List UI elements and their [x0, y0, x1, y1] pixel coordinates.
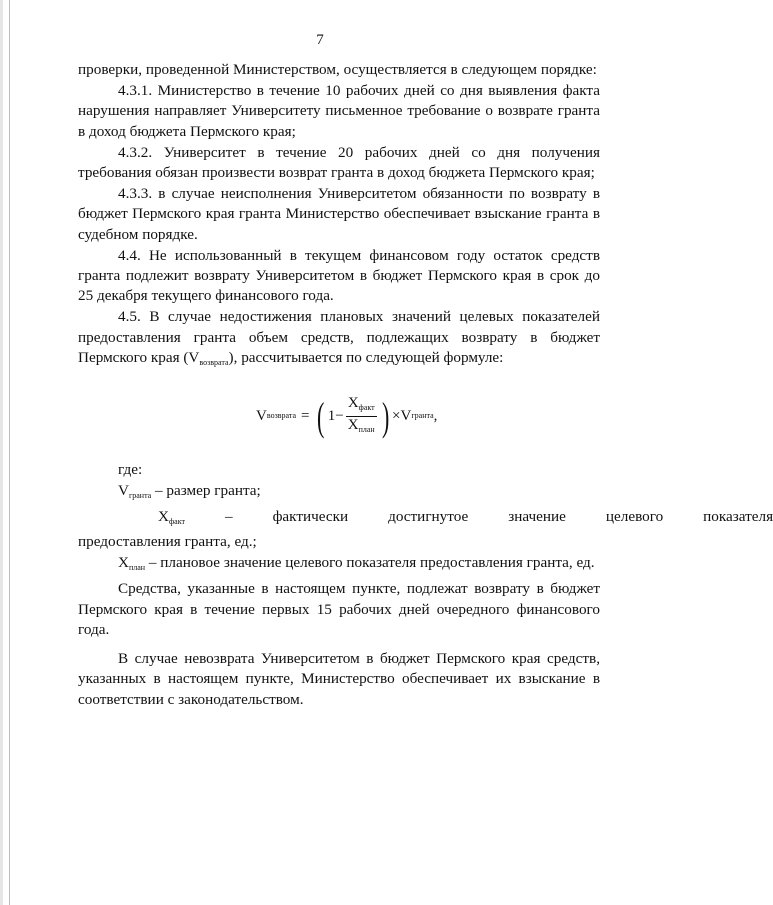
definition-v-granta	[78, 481, 600, 506]
def2-symbol: X	[158, 507, 169, 525]
paragraph-4-3-3: 4.3.3. в случае неисполнения Университетом обязанности по возврату в бюджет Пермского края гранта Министерство обеспечивает взыскание гранта в судебном порядке.	[78, 184, 600, 243]
def1-text: – размер гранта;	[151, 482, 261, 499]
formula-one-minus: 1−	[327, 408, 344, 425]
paragraph-continuation: проверки, проведенной Министерством, осуществляется в следующем порядке:	[78, 61, 597, 78]
def2-word: достигнутое	[388, 507, 469, 525]
formula-x-num-sub: факт	[358, 403, 375, 413]
definition-x-plan	[78, 553, 600, 578]
refund-formula	[256, 393, 438, 439]
where-label: где:	[118, 461, 143, 479]
formula-v2-sub: гранта	[411, 411, 434, 421]
def2-word: фактически	[272, 507, 349, 525]
def3-sub: план	[128, 563, 146, 573]
formula-x-den: X	[347, 417, 359, 434]
formula-right-paren: )	[381, 393, 390, 439]
paragraph-4-5	[78, 307, 600, 373]
def2-word: показателя	[703, 507, 773, 525]
formula-times: ×	[392, 408, 401, 425]
def2-word: –	[224, 507, 233, 525]
formula-fraction	[346, 396, 377, 437]
page-edge	[9, 0, 10, 905]
formula-v-sub: возврата	[266, 411, 296, 421]
definition-x-fakt	[78, 507, 773, 532]
paragraph-4-3-1: 4.3.1. Министерство в течение 10 рабочих дней со дня выявления факта нарушения направляет Университету письменное требование о возврате гранта в доход бюджета Пермского края;	[78, 81, 600, 140]
formula-x-num: X	[347, 395, 359, 412]
formula-denominator	[346, 417, 377, 437]
paragraph-4-3-2: 4.3.2. Университет в течение 20 рабочих дней со дня получения требования обязан произвести возврат гранта в доход бюджета Пермского края;	[78, 143, 600, 182]
paragraph-4-5-text-end: ), рассчитывается по следующей формуле:	[228, 349, 504, 367]
def2-symbol-wrap	[118, 507, 185, 532]
paragraph-4-4: 4.4. Не использованный в текущем финансовом году остаток средств гранта подлежит возврату Университетом в бюджет Пермского края в срок до 25 декабря текущего финансового года.	[78, 246, 600, 305]
def2-sub: факт	[168, 516, 185, 526]
def1-symbol: V	[118, 482, 129, 499]
formula-left-paren: (	[317, 393, 325, 439]
paragraph-4-5-subscript: возврата	[199, 358, 229, 368]
formula-block	[78, 374, 600, 454]
formula-numerator	[346, 396, 377, 417]
def3-symbol: X	[118, 554, 129, 572]
document-body	[78, 60, 773, 711]
formula-eq: =	[301, 408, 310, 425]
paragraph-non-refund: В случае невозврата Университетом в бюджет Пермского края средств, указанных в настоящем пункте, Министерство обеспечивает их взыскание в соответствии с законодательством.	[78, 649, 600, 708]
paragraph-refund-term: Средства, указанные в настоящем пункте, подлежат возврату в бюджет Пермского края в течение первых 15 рабочих дней очередного финансового года.	[78, 580, 600, 638]
def2-line	[118, 507, 773, 532]
page-number: 7	[316, 32, 324, 48]
def2-word: целевого	[605, 507, 664, 525]
formula-v2: V	[400, 408, 412, 425]
page-shadow	[0, 0, 3, 905]
def2-continuation: предоставления гранта, ед.;	[78, 533, 257, 551]
def1-sub: гранта	[128, 491, 152, 500]
paragraph-4-5-text: 4.5. В случае недостижения плановых значений целевых показателей предоставления гранта объем средств, подлежащих возврату в бюджет Пермского края (V	[78, 308, 600, 367]
formula-v: V	[256, 408, 267, 425]
formula-x-den-sub: план	[358, 425, 375, 435]
def2-word: значение	[508, 507, 566, 525]
def3-text: – плановое значение целевого показателя предоставления гранта, ед.	[145, 554, 595, 572]
formula-tail: ,	[433, 408, 438, 425]
